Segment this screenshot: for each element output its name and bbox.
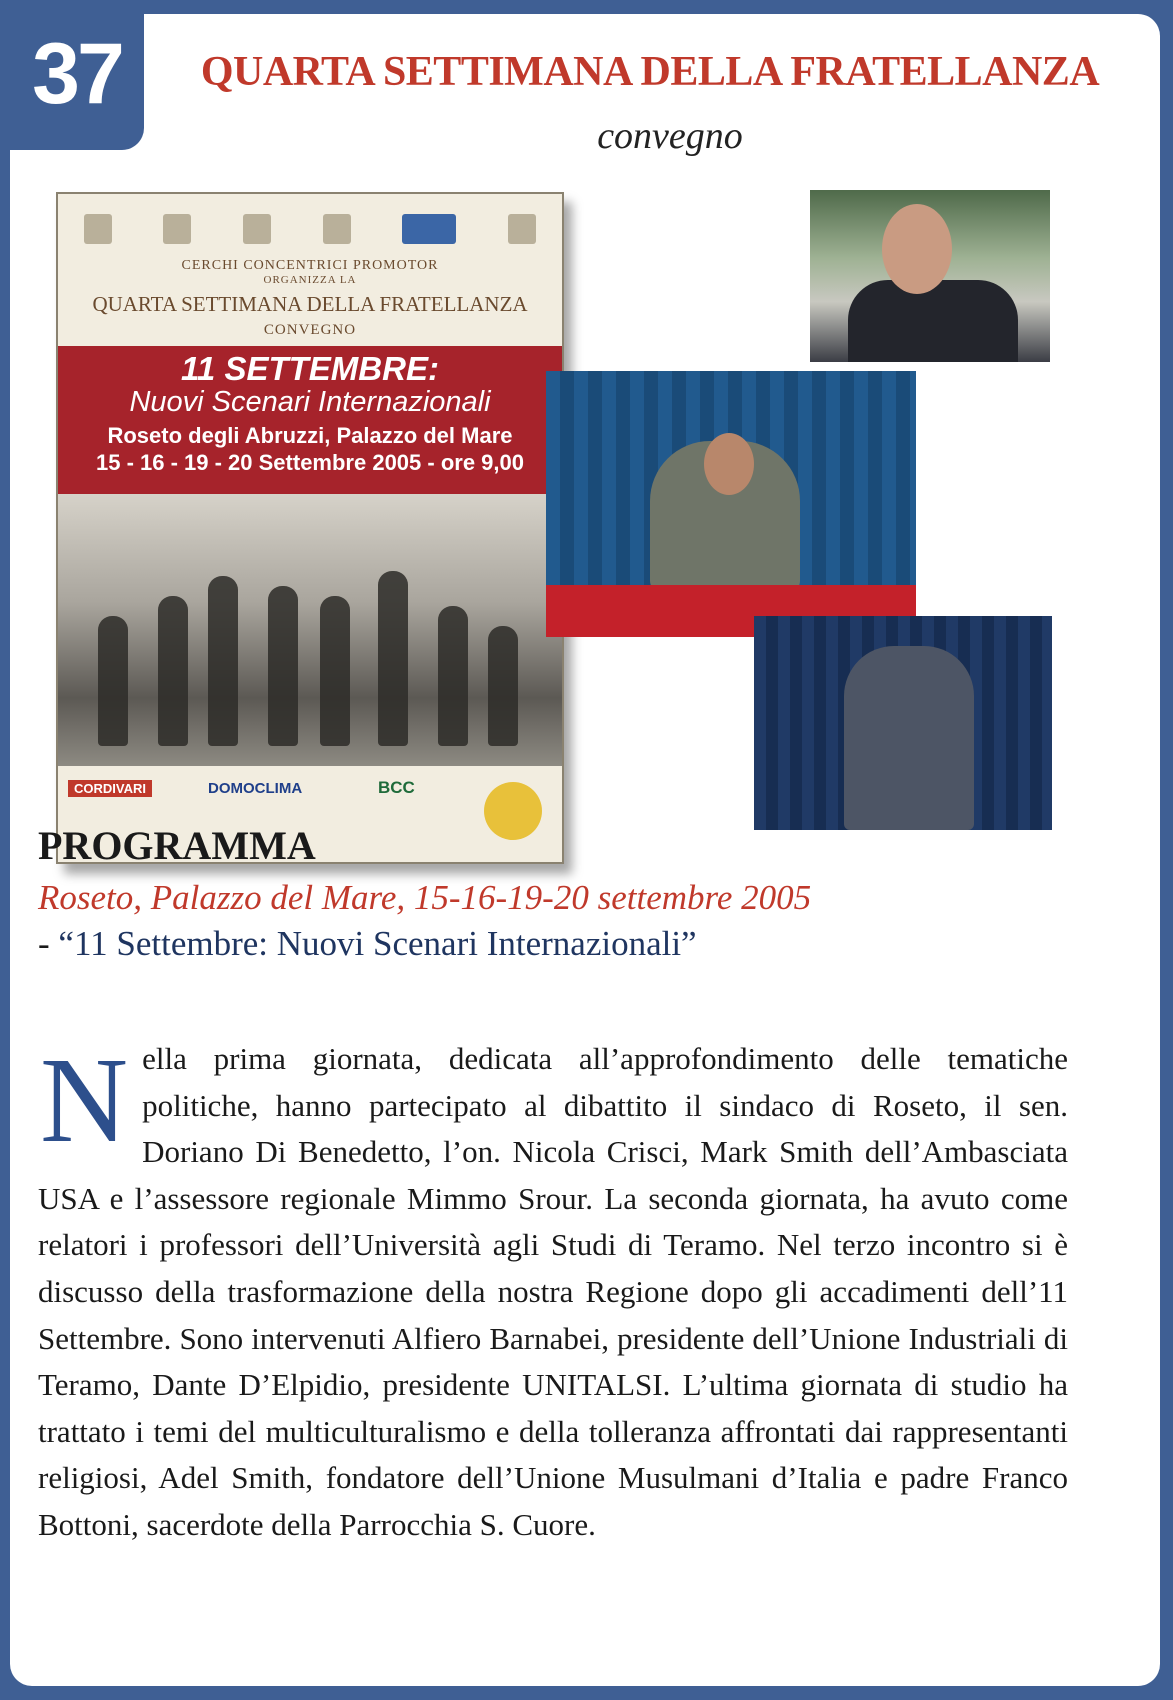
drop-cap: N xyxy=(40,1033,129,1168)
programma-item xyxy=(38,924,697,964)
poster-organizer-line2: ORGANIZZA LA xyxy=(263,274,357,286)
poster-logos xyxy=(58,204,562,254)
programma-heading: PROGRAMMA xyxy=(38,823,316,868)
page-title: QUARTA SETTIMANA DELLA FRATELLANZA xyxy=(200,49,1100,95)
programma-location-dates: Roseto, Palazzo del Mare, 15-16-19-20 settembre 2005 xyxy=(38,878,812,917)
poster-event-type: CONVEGNO xyxy=(263,322,357,338)
sponsor-bcc: BCC xyxy=(378,778,415,797)
poster-title-band xyxy=(58,346,562,494)
partner-logo-icon xyxy=(508,214,536,244)
poster-organizer-line: CERCHI CONCENTRICI PROMOTOR xyxy=(181,258,439,273)
page xyxy=(10,14,1160,1686)
event-poster xyxy=(56,192,564,864)
cube-logo-icon xyxy=(323,214,351,244)
poster-band-place: Roseto degli Abruzzi, Palazzo del Mare xyxy=(107,423,513,448)
sponsor-domoclima: DOMOCLIMA xyxy=(208,780,303,797)
page-subtitle: convegno xyxy=(597,115,743,157)
programma-item-title: “11 Settembre: Nuovi Scenari Internazionali” xyxy=(58,924,697,963)
article-text: ella prima giornata, dedicata all’approfondimento delle tematiche politiche, hanno partecipato al dibattito il sindaco di Roseto, il sen. Doriano Di Benedetto, l’on. Nicola Crisci, Mark Smith dell’Ambasciata USA e l’assessore regionale Mimmo Srour. La seconda giornata, ha avuto come relatori i professori dell’Università agli Studi di Teramo. Nel terzo incontro si è discusso della trasformazione della nostra Regione dopo gli accadimenti dell’11 Settembre. Sono intervenuti Alfiero Barnabei, presidente dell’Unione Industriali di Teramo, Dante D’Elpidio, presidente UNITALSI. L’ultima giornata di studio ha trattato i temi del multiculturalismo e della tolleranza affrontati dai rappresentanti religiosi, Adel Smith, fondatore dell’Unione Musulmani d’Italia e padre Franco Bottoni, sacerdote della Parrocchia S. Cuore. xyxy=(38,1041,1068,1542)
article-body xyxy=(38,1033,1068,1549)
speaker-portrait-photo xyxy=(810,190,1050,362)
region-logo-icon xyxy=(243,214,271,244)
page-number-badge: 37 xyxy=(10,14,144,150)
sponsor-badge-icon xyxy=(484,782,542,840)
poster-photo xyxy=(58,494,562,766)
poster-band-dates: 15 - 16 - 19 - 20 Settembre 2005 - ore 9,00 xyxy=(95,450,524,475)
province-crest-icon xyxy=(163,214,191,244)
poster-organizer xyxy=(58,258,562,286)
embrace-photo xyxy=(754,616,1052,830)
sponsor-cordivari: CORDIVARI xyxy=(68,780,152,797)
poster-band-title: 11 SETTEMBRE: xyxy=(181,350,439,387)
poster-band-subtitle: Nuovi Scenari Internazionali xyxy=(129,386,491,418)
sponsor-logo-icon xyxy=(402,214,456,244)
poster-event-name: QUARTA SETTIMANA DELLA FRATELLANZA xyxy=(92,292,528,316)
programma-item-dash: - xyxy=(38,924,59,963)
conference-speaker-photo xyxy=(546,371,916,637)
municipal-crest-icon xyxy=(84,214,112,244)
